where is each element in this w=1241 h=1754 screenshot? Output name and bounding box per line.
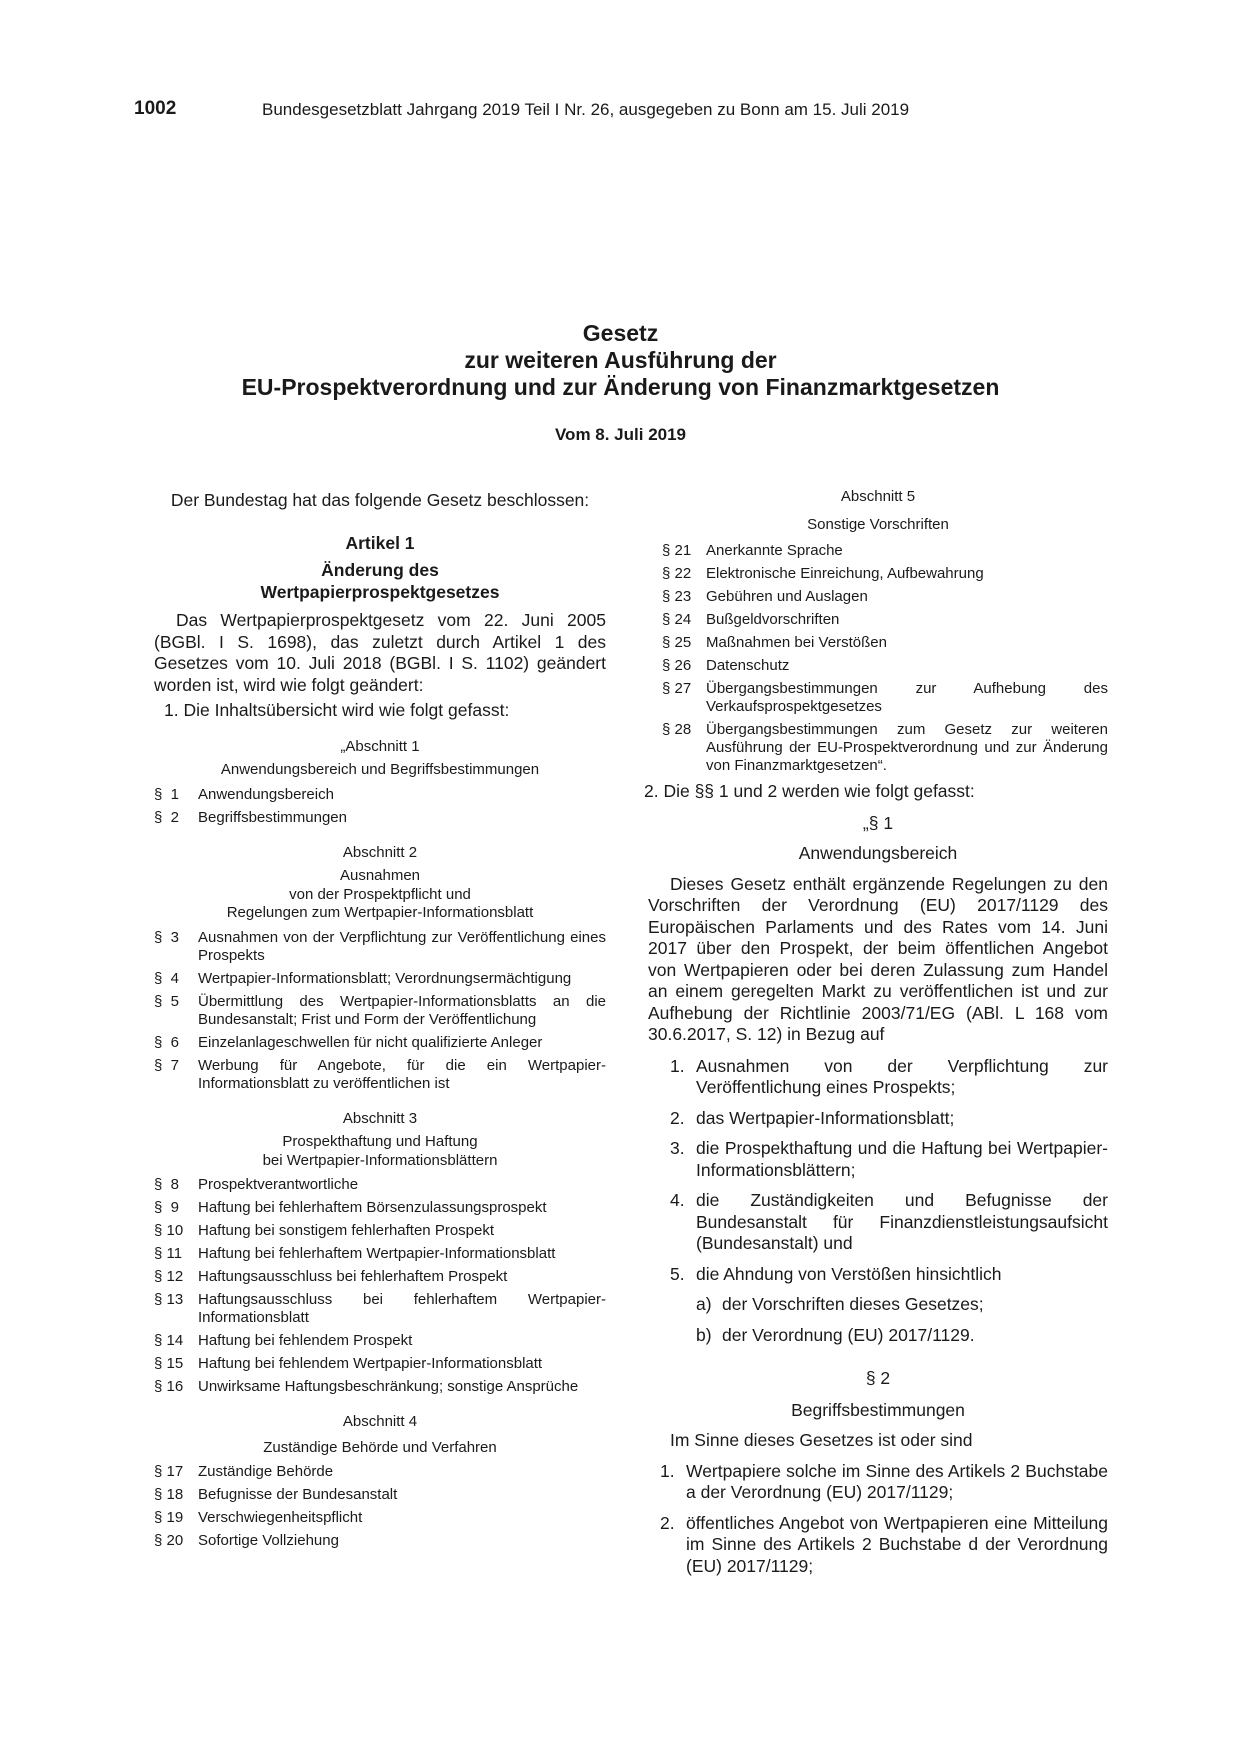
toc-entry: § 9 Haftung bei fehlerhaftem Börsenzulassungsprospekt: [154, 1199, 547, 1216]
title-line-1: Gesetz: [582, 320, 659, 346]
page-number: 1002: [134, 98, 177, 119]
section-2-title-1: Ausnahmen: [339, 867, 421, 884]
amendment-item-1: 1. Die Inhaltsübersicht wird wie folgt gefasst:: [164, 700, 510, 720]
toc-entry: § 13 Haftungsausschluss bei fehlerhaftem Wertpapier-Informationsblatt: [154, 1291, 606, 1326]
article-heading: Artikel 1: [345, 532, 415, 553]
toc-entry: § 25 Maßnahmen bei Verstößen: [662, 634, 887, 651]
section-3-label: Abschnitt 3: [342, 1109, 418, 1127]
left-column: [154, 490, 606, 1555]
toc-entry: § 11 Haftung bei fehlerhaftem Wertpapier-Informationsblatt: [154, 1245, 556, 1262]
toc-entry: § 16 Unwirksame Haftungsbeschränkung; sonstige Ansprüche: [154, 1378, 579, 1395]
paragraph-2-list: [660, 1461, 1108, 1578]
section-4-title: Zuständige Behörde und Verfahren: [263, 1438, 497, 1456]
title-line-2: zur weiteren Ausführung der: [464, 347, 777, 373]
toc-section-5: [662, 542, 1108, 775]
enactment-clause: Der Bundestag hat das folgende Gesetz beschlossen:: [170, 490, 590, 510]
running-header: Bundesgesetzblatt Jahrgang 2019 Teil I Nr. 26, ausgegeben zu Bonn am 15. Juli 2019: [262, 100, 910, 119]
sub-list-item: a) der Vorschriften dieses Gesetzes;: [696, 1294, 984, 1314]
list-item: 1. Ausnahmen von der Verpflichtung zur Veröffentlichung eines Prospekts;: [670, 1055, 1108, 1097]
list-item: 3. die Prospekthaftung und die Haftung bei Wertpapier-Informationsblättern;: [670, 1138, 1108, 1180]
toc-entry: § 19 Verschwiegenheitspflicht: [154, 1509, 363, 1526]
paragraph-2-intro: Im Sinne dieses Gesetzes ist oder sind: [670, 1430, 973, 1450]
toc-section-1: [154, 786, 606, 827]
paragraph-1-label: „§ 1: [862, 812, 894, 833]
toc-entry: § 18 Befugnisse der Bundesanstalt: [154, 1486, 398, 1503]
toc-section-3: [154, 1176, 606, 1396]
toc-entry: § 4 Wertpapier-Informationsblatt; Verordnungsermächtigung: [154, 969, 572, 987]
paragraph-1-text: Dieses Gesetz enthält ergänzende Regelungen zu den Vorschriften der Verordnung (EU) 2017/1129 des Europäischen Parlaments und des Rates vom 14. Juni 2017 über den Prospekt, der beim öffentlichen Angebot von Wertpapieren oder bei deren Zulassung zum Handel an einem geregelten Markt zu veröffentlichen ist und zur Aufhebung der Richtlinie 2003/71/EG (ABl. L 168 vom 30.6.2017, S. 12) in Bezug auf: [648, 873, 1108, 1044]
amendment-paragraph: Das Wertpapierprospektgesetz vom 22. Juni 2005 (BGBl. I S. 1698), das zuletzt durch Artikel 1 des Gesetzes vom 10. Juli 2018 (BGBl. I S. 1102) geändert worden ist, wird wie folgt geändert:: [154, 610, 606, 695]
amendment-item-2: 2. Die §§ 1 und 2 werden wie folgt gefasst:: [644, 781, 975, 801]
section-3-title-1: Prospekthaftung und Haftung: [282, 1133, 478, 1150]
toc-entry: § 2 Begriffsbestimmungen: [154, 808, 347, 826]
article-title-2: Wertpapierprospektgesetzes: [260, 581, 500, 602]
toc-entry: § 3 Ausnahmen von der Verpflichtung zur Veröffentlichung eines Prospekts: [154, 928, 606, 964]
law-date: Vom 8. Juli 2019: [554, 425, 687, 444]
toc-entry: § 12 Haftungsausschluss bei fehlerhaftem Prospekt: [154, 1268, 508, 1285]
paragraph-1-list: [670, 1056, 1108, 1347]
toc-entry: § 23 Gebühren und Auslagen: [662, 588, 868, 605]
list-item: 1. Wertpapiere solche im Sinne des Artikels 2 Buchstabe a der Verordnung (EU) 2017/1129;: [660, 1460, 1108, 1502]
toc-entry: § 21 Anerkannte Sprache: [662, 542, 843, 559]
list-item: 2. das Wertpapier-Informationsblatt;: [670, 1107, 955, 1128]
toc-entry: § 28 Übergangsbestimmungen zum Gesetz zur weiteren Ausführung der EU-Prospektverordnung und zur Änderung von Finanzmarktgesetzen“.: [662, 721, 1108, 774]
list-item: 2. öffentliches Angebot von Wertpapieren eine Mitteilung im Sinne des Artikels 2 Buchstabe d der Verordnung (EU) 2017/1129;: [660, 1512, 1108, 1576]
paragraph-2-label: § 2: [865, 1368, 891, 1388]
section-3-title-2: bei Wertpapier-Informationsblättern: [262, 1151, 498, 1169]
title-line-3: EU-Prospektverordnung und zur Änderung von Finanzmarktgesetzen: [241, 374, 1000, 400]
article-title-1: Änderung des: [321, 560, 439, 580]
paragraph-1-title: Anwendungsbereich: [798, 843, 958, 863]
toc-entry: § 6 Einzelanlageschwellen für nicht qualifizierte Anleger: [154, 1033, 543, 1051]
toc-section-2: [154, 929, 606, 1093]
section-1-title: Anwendungsbereich und Begriffsbestimmungen: [220, 761, 540, 778]
toc-entry: § 8 Prospektverantwortliche: [154, 1176, 359, 1193]
toc-entry: § 20 Sofortige Vollziehung: [154, 1532, 339, 1549]
toc-entry: § 5 Übermittlung des Wertpapier-Informationsblatts an die Bundesanstalt; Frist und Form der Veröffentlichung: [154, 992, 606, 1028]
toc-entry: § 17 Zuständige Behörde: [154, 1463, 334, 1480]
sub-list-item: b) der Verordnung (EU) 2017/1129.: [696, 1324, 975, 1345]
toc-entry: § 26 Datenschutz: [662, 657, 790, 674]
sub-list: [696, 1294, 1108, 1346]
toc-entry: § 7 Werbung für Angebote, für die ein Wertpapier-Informationsblatt zu veröffentlichen ist: [154, 1056, 606, 1092]
toc-entry: § 1 Anwendungsbereich: [154, 785, 334, 803]
section-2-title-2: von der Prospektpflicht und: [289, 885, 471, 903]
section-1-label: „Abschnitt 1: [340, 737, 420, 755]
toc-entry: § 22 Elektronische Einreichung, Aufbewahrung: [662, 565, 984, 582]
toc-entry: § 27 Übergangsbestimmungen zur Aufhebung des Verkaufsprospektgesetzes: [662, 680, 1108, 715]
toc-entry: § 10 Haftung bei sonstigem fehlerhaften Prospekt: [154, 1222, 495, 1239]
section-4-label: Abschnitt 4: [342, 1413, 418, 1430]
list-item: 4. die Zuständigkeiten und Befugnisse der Bundesanstalt für Finanzdienstleistungsaufsicht (Bundesanstalt) und: [670, 1190, 1108, 1253]
toc-entry: § 15 Haftung bei fehlendem Wertpapier-Informationsblatt: [154, 1355, 543, 1372]
list-item: 5. die Ahndung von Verstößen hinsichtlich: [670, 1263, 1002, 1284]
section-5-title: Sonstige Vorschriften: [807, 515, 949, 533]
toc-section-4: [154, 1463, 606, 1550]
toc-entry: § 14 Haftung bei fehlendem Prospekt: [154, 1332, 413, 1349]
right-column: [644, 488, 1108, 1586]
paragraph-2-title: Begriffsbestimmungen: [791, 1399, 965, 1420]
section-2-label: Abschnitt 2: [342, 843, 418, 861]
toc-entry: § 24 Bußgeldvorschriften: [662, 611, 840, 628]
section-5-label: Abschnitt 5: [840, 488, 916, 505]
section-2-title-3: Regelungen zum Wertpapier-Informationsblatt: [226, 904, 534, 921]
law-title: [0, 320, 1241, 401]
